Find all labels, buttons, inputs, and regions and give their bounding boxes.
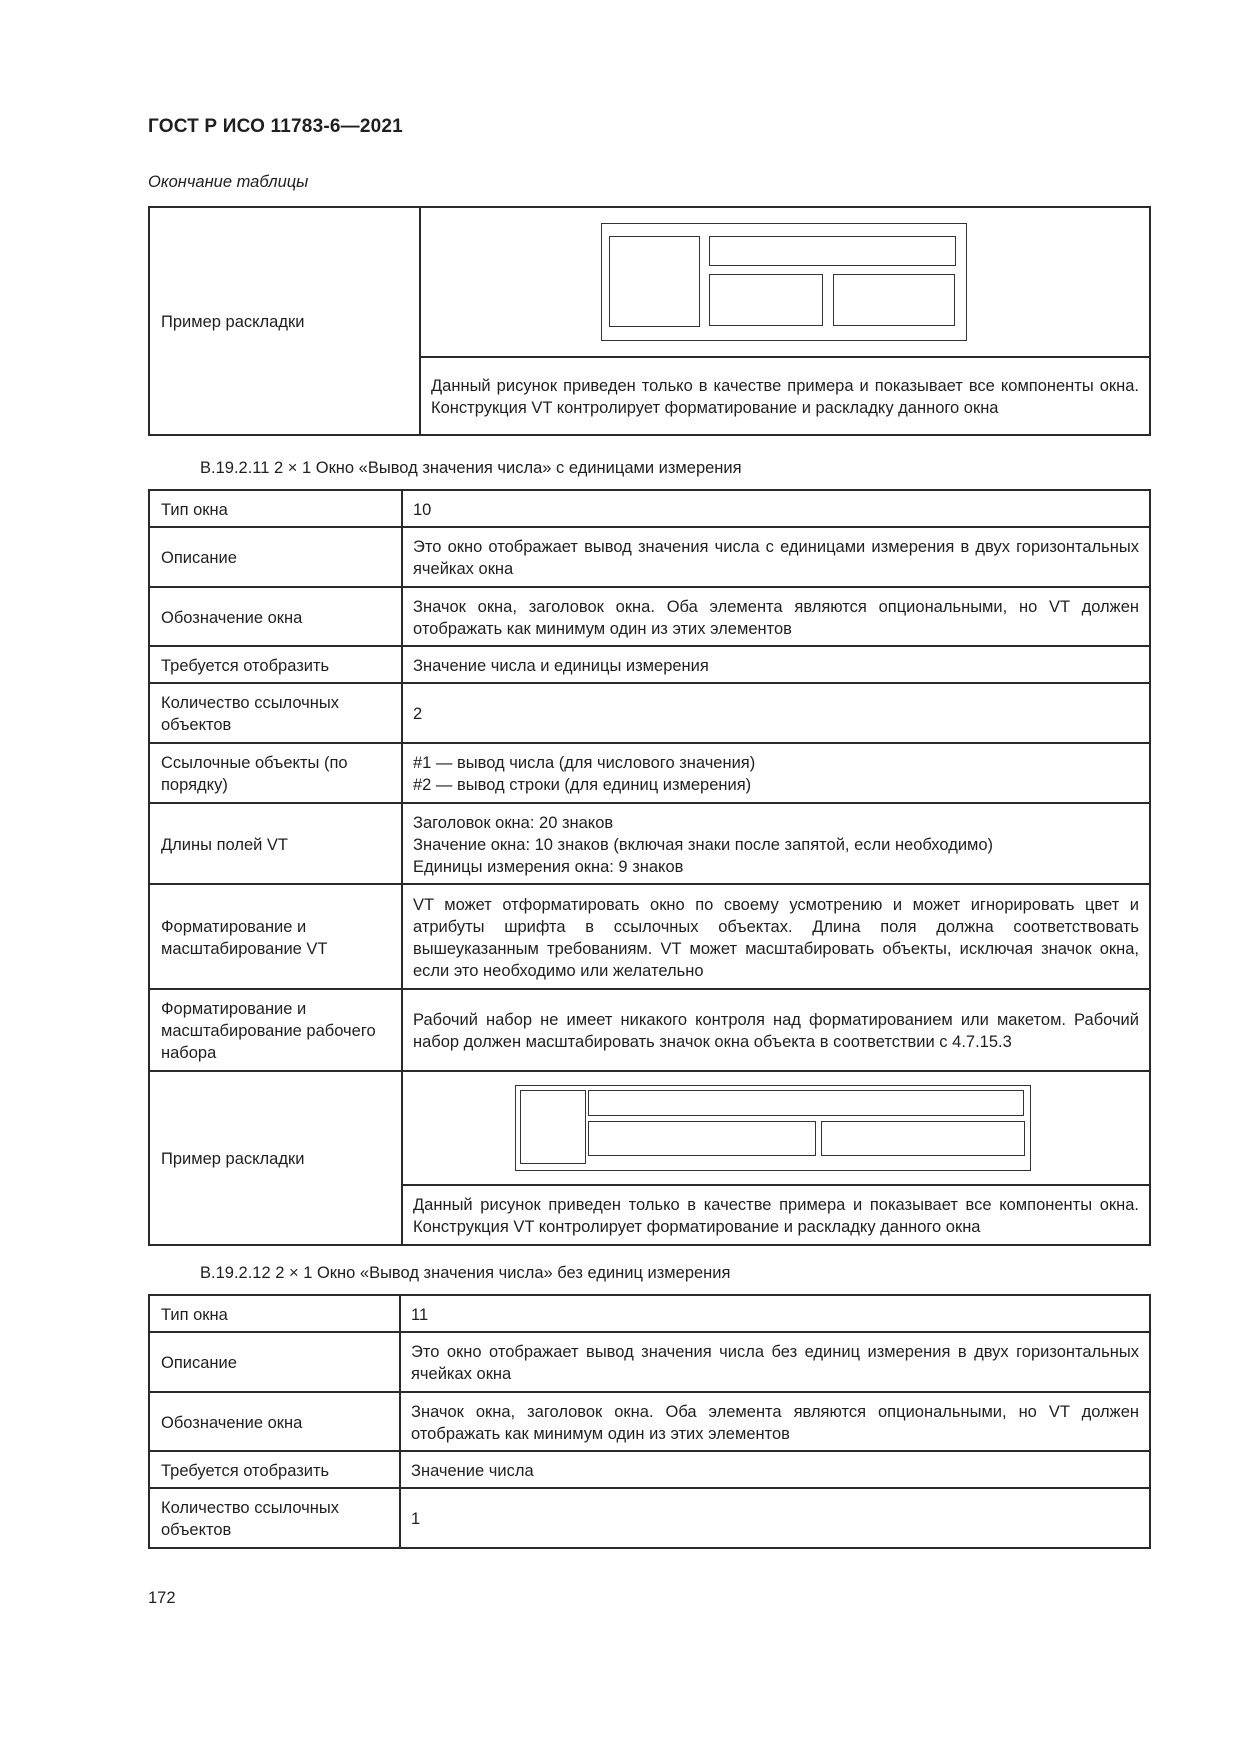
- layout-diagram: [601, 223, 967, 341]
- row-value: [402, 743, 1150, 803]
- layout-example-figure: [420, 207, 1150, 357]
- page-number: 172: [148, 1589, 176, 1607]
- window-title-cell: [709, 236, 956, 266]
- row-label: Количество ссылочных объектов: [149, 683, 402, 743]
- row-value: 11: [400, 1295, 1150, 1332]
- layout-example-label: Пример раскладки: [149, 207, 420, 435]
- layout-example-note: Данный рисунок приведен только в качестве примера и показывает все компоненты окна. Конструкция VT контролирует форматирование и раскладку данного окна: [402, 1185, 1150, 1245]
- window-icon-cell: [520, 1090, 586, 1164]
- row-value: 10: [402, 490, 1150, 527]
- row-label: Требуется отобразить: [149, 646, 402, 683]
- value-line: Заголовок окна: 20 знаков: [413, 813, 614, 832]
- row-label: Описание: [149, 1332, 400, 1392]
- section-title-b19212: B.19.2.12 2 × 1 Окно «Вывод значения числа» без единиц измерения: [200, 1264, 731, 1282]
- window-icon-cell: [609, 236, 700, 327]
- row-label: Тип окна: [149, 1295, 400, 1332]
- row-value: Это окно отображает вывод значения числа без единиц измерения в двух горизонтальных ячейках окна: [400, 1332, 1150, 1392]
- row-value: Значение числа и единицы измерения: [402, 646, 1150, 683]
- value-cell: [709, 274, 823, 326]
- row-label: Форматирование и масштабирование VT: [149, 884, 402, 989]
- row-label: Обозначение окна: [149, 587, 402, 646]
- value-line: #1 — вывод числа (для числового значения): [413, 754, 756, 772]
- row-label: Обозначение окна: [149, 1392, 400, 1451]
- layout-example-note: Данный рисунок приведен только в качестве примера и показывает все компоненты окна. Конструкция VT контролирует форматирование и раскладку данного окна: [420, 357, 1150, 435]
- units-cell: [821, 1121, 1025, 1156]
- row-label: Тип окна: [149, 490, 402, 527]
- units-cell: [833, 274, 955, 326]
- row-value: Значение числа: [400, 1451, 1150, 1488]
- row-value: [402, 803, 1150, 884]
- row-value: Значок окна, заголовок окна. Оба элемента являются опциональными, но VT должен отображать как минимум один из этих элементов: [400, 1392, 1150, 1451]
- table-b19211: [148, 489, 1151, 1246]
- row-label: Форматирование и масштабирование рабочего набора: [149, 989, 402, 1071]
- layout-example-label: Пример раскладки: [149, 1071, 402, 1245]
- row-value: 1: [400, 1488, 1150, 1548]
- section-title-b19211: B.19.2.11 2 × 1 Окно «Вывод значения числа» с единицами измерения: [200, 459, 742, 477]
- table-continuation: [148, 206, 1151, 436]
- layout-diagram: [515, 1085, 1031, 1171]
- row-label: Требуется отобразить: [149, 1451, 400, 1488]
- row-value: Значок окна, заголовок окна. Оба элемента являются опциональными, но VT должен отображать как минимум один из этих элементов: [402, 587, 1150, 646]
- table-continuation-note: Окончание таблицы: [148, 173, 309, 191]
- row-label: Ссылочные объекты (по порядку): [149, 743, 402, 803]
- row-value: Это окно отображает вывод значения числа с единицами измерения в двух горизонтальных ячейках окна: [402, 527, 1150, 587]
- value-cell: [588, 1121, 816, 1156]
- row-value: VT может отформатировать окно по своему усмотрению и может игнорировать цвет и атрибуты шрифта в ссылочных объектах. Длина поля должна соответствовать вышеуказанным требованиям. VT может масштабировать объекты, исключая значок окна, если это необходимо или желательно: [402, 884, 1150, 989]
- row-label: Длины полей VT: [149, 803, 402, 884]
- document-header: ГОСТ Р ИСО 11783-6—2021: [148, 116, 403, 137]
- value-line: Единицы измерения окна: 9 знаков: [413, 857, 684, 876]
- value-line: Значение окна: 10 знаков (включая знаки после запятой, если необходимо): [413, 835, 994, 854]
- row-label: Количество ссылочных объектов: [149, 1488, 400, 1548]
- row-value: 2: [402, 683, 1150, 743]
- row-value: Рабочий набор не имеет никакого контроля над форматированием или макетом. Рабочий набор должен масштабировать значок окна объекта в соответствии с 4.7.15.3: [402, 989, 1150, 1071]
- value-line: #2 — вывод строки (для единиц измерения): [413, 776, 752, 794]
- table-b19212: [148, 1294, 1151, 1549]
- window-title-cell: [588, 1090, 1024, 1116]
- layout-example-figure: [402, 1071, 1150, 1185]
- row-label: Описание: [149, 527, 402, 587]
